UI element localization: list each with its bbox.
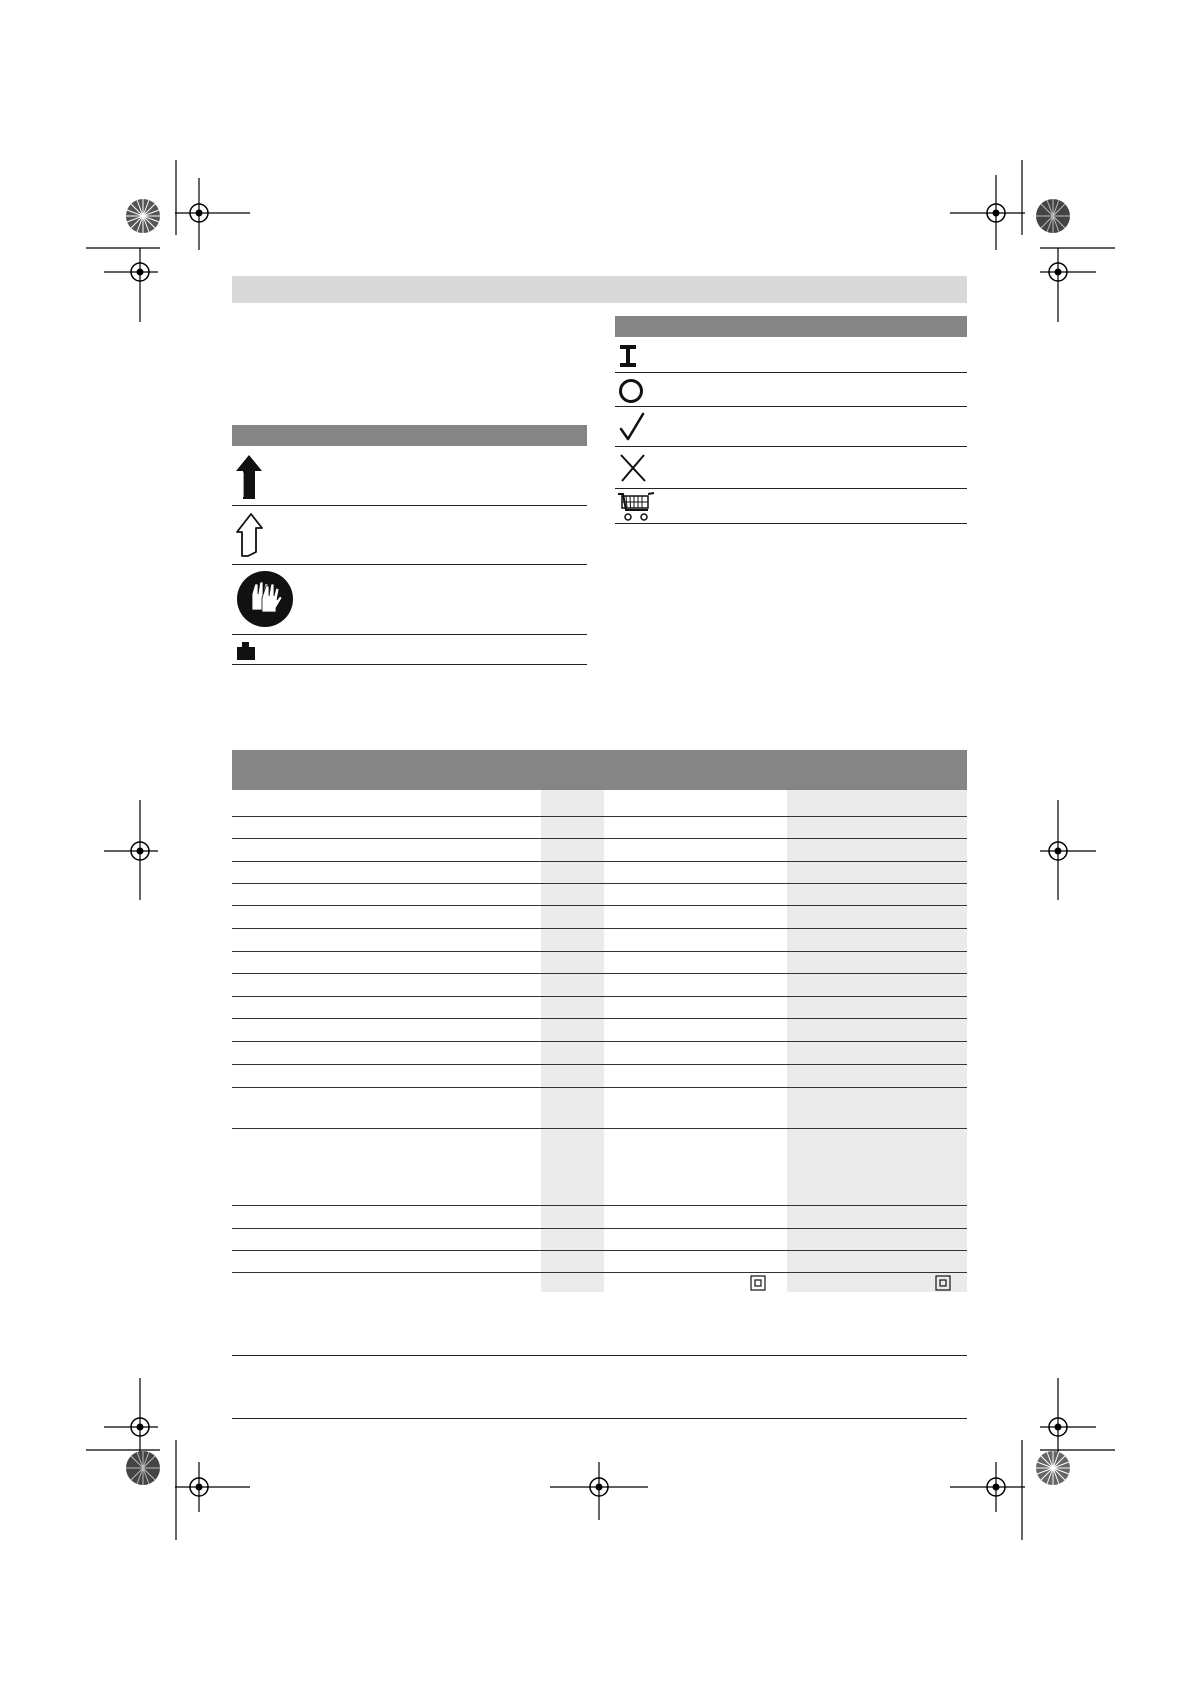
table-row xyxy=(232,996,967,997)
table-row xyxy=(232,1228,967,1229)
table-row xyxy=(232,1128,967,1129)
table-row xyxy=(232,1087,967,1088)
wear-gloves-icon xyxy=(236,570,294,628)
arrow-up-outline-icon xyxy=(234,512,264,558)
symbol-row-divider xyxy=(232,634,587,635)
section-divider xyxy=(232,1418,967,1419)
table-row xyxy=(232,1272,967,1273)
table-row xyxy=(232,1064,967,1065)
table-row xyxy=(232,973,967,974)
table-row xyxy=(232,883,967,884)
table-row xyxy=(232,1018,967,1019)
status-table-header xyxy=(615,316,967,337)
double-insulation-icon xyxy=(750,1275,766,1291)
color-wheel-icon xyxy=(125,198,161,234)
table-row xyxy=(232,1041,967,1042)
table-row xyxy=(232,861,967,862)
color-wheel-icon xyxy=(125,1450,161,1486)
weight-icon xyxy=(236,641,256,661)
allowed-check-icon xyxy=(618,411,646,443)
status-row-divider xyxy=(615,446,967,447)
double-insulation-icon xyxy=(935,1275,951,1291)
table-row xyxy=(232,928,967,929)
status-row-divider xyxy=(615,523,967,524)
page-header-band xyxy=(232,276,967,303)
spec-table-header xyxy=(232,750,967,790)
section-divider xyxy=(232,1355,967,1356)
table-row xyxy=(232,951,967,952)
arrow-up-filled-icon xyxy=(234,453,264,501)
symbol-row-divider xyxy=(232,564,587,565)
status-row-divider xyxy=(615,488,967,489)
accessory-cart-icon xyxy=(617,492,655,522)
status-row-divider xyxy=(615,406,967,407)
table-row xyxy=(232,1250,967,1251)
symbol-row-divider xyxy=(232,505,587,506)
color-wheel-icon xyxy=(1035,198,1071,234)
status-row-divider xyxy=(615,372,967,373)
table-row xyxy=(232,816,967,817)
on-switch-icon xyxy=(618,344,638,368)
table-row xyxy=(232,1205,967,1206)
color-wheel-icon xyxy=(1035,1450,1071,1486)
off-switch-icon xyxy=(617,377,645,405)
table-row xyxy=(232,905,967,906)
table-row xyxy=(232,838,967,839)
symbol-row-divider xyxy=(232,664,587,665)
forbidden-cross-icon xyxy=(618,452,648,484)
symbol-table-header xyxy=(232,425,587,446)
